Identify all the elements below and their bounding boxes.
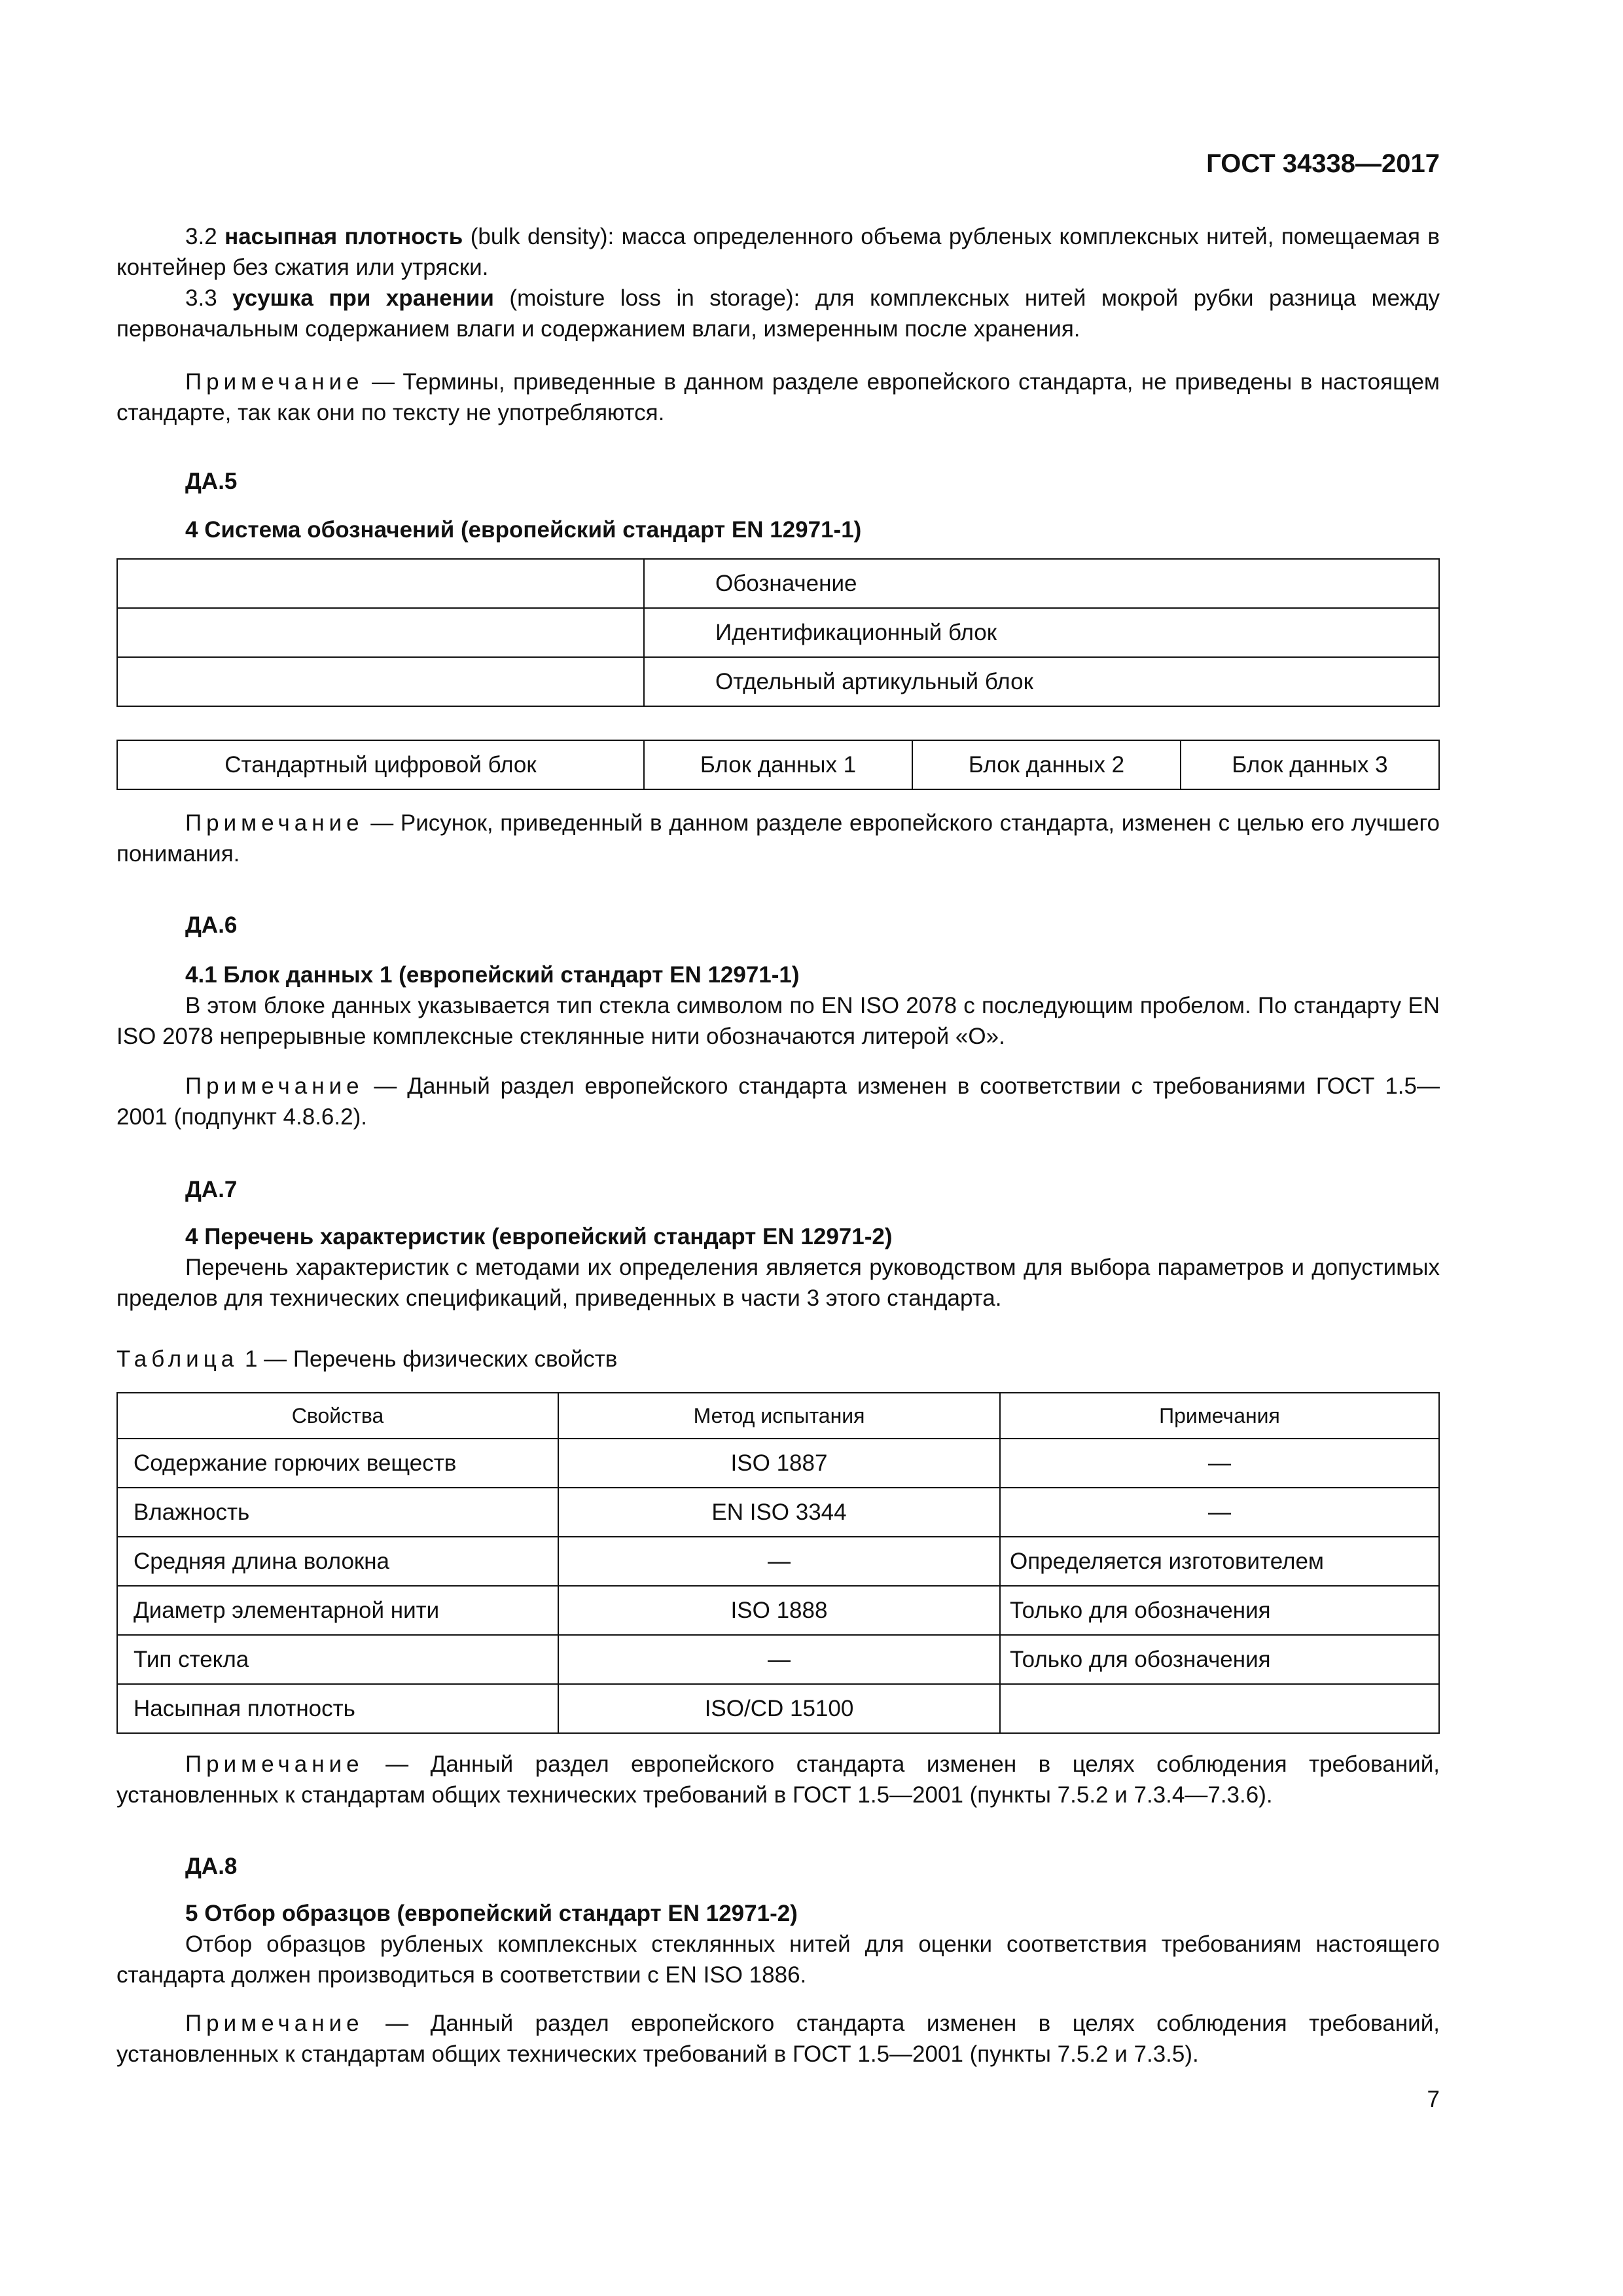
blank-cell bbox=[117, 608, 644, 657]
term-moisture-loss: усушка при хранении bbox=[232, 285, 494, 311]
table-cell: Влажность bbox=[117, 1488, 558, 1537]
table-caption: Таблица 1 — Перечень физических свойств bbox=[116, 1346, 618, 1372]
data-block-cell: Блок данных 1 bbox=[644, 740, 912, 789]
column-header: Свойства bbox=[117, 1393, 558, 1439]
column-header: Примечания bbox=[1000, 1393, 1439, 1439]
data-blocks-row bbox=[117, 740, 1439, 789]
data-block-cell: Блок данных 2 bbox=[912, 740, 1181, 789]
table-cell: — bbox=[558, 1537, 1000, 1586]
section-label: ДА.7 bbox=[185, 1177, 238, 1202]
table-cell: Содержание горючих веществ bbox=[117, 1439, 558, 1488]
designation-cell: Обозначение bbox=[644, 559, 1439, 608]
table-cell: Диаметр элементарной нити bbox=[117, 1586, 558, 1635]
section-da7 bbox=[116, 1174, 1440, 1205]
table-cell: ISO/CD 15100 bbox=[558, 1684, 1000, 1733]
section-da6-body bbox=[116, 960, 1440, 1052]
note-label: Примечание bbox=[185, 1073, 364, 1099]
term-bulk-density: насыпная плотность bbox=[224, 224, 463, 249]
table-cell: — bbox=[1000, 1439, 1439, 1488]
note-da7: Примечание — Данный раздел европейского стандарта изменен в целях соблюдения требований, установленных к стандартам общих технических требований в ГОСТ 1.5—2001 (пункты 7.5.2 и 7.3.4—7.3.6). bbox=[116, 1751, 1440, 1808]
note-da8: Примечание — Данный раздел европейского стандарта изменен в целях соблюдения требований, установленных к стандартам общих технических требований в ГОСТ 1.5—2001 (пункты 7.5.2 и 7.3.5). bbox=[116, 2011, 1440, 2067]
table-cell: Насыпная плотность bbox=[117, 1684, 558, 1733]
section-da7-body bbox=[116, 1221, 1440, 1314]
table-row bbox=[117, 1635, 1439, 1684]
table-row bbox=[117, 1488, 1439, 1537]
table-row bbox=[117, 1537, 1439, 1586]
designation-row bbox=[117, 657, 1439, 706]
table-cell: Средняя длина волокна bbox=[117, 1537, 558, 1586]
designation-cell: Идентификационный блок bbox=[644, 608, 1439, 657]
section-label: ДА.5 bbox=[185, 469, 238, 494]
page-number: 7 bbox=[1427, 2087, 1440, 2112]
section-da5 bbox=[116, 466, 1440, 497]
designation-row bbox=[117, 608, 1439, 657]
column-header: Метод испытания bbox=[558, 1393, 1000, 1439]
note-label: Примечание bbox=[185, 369, 364, 395]
section-text: Перечень характеристик с методами их определения является руководством для выбора параметров и допустимых пределов для технических спецификаций, приведенных в части 3 этого стандарта. bbox=[116, 1255, 1440, 1311]
table-row bbox=[117, 1586, 1439, 1635]
table-cell: — bbox=[1000, 1488, 1439, 1537]
table-cell bbox=[1000, 1684, 1439, 1733]
blank-cell bbox=[117, 559, 644, 608]
section-da5-heading-wrap bbox=[116, 514, 1440, 545]
section-label: ДА.8 bbox=[185, 1854, 238, 1879]
table-row bbox=[117, 1439, 1439, 1488]
section-text: Отбор образцов рубленых комплексных стеклянных нитей для оценки соответствия требованиям настоящего стандарта должен производиться в соответствии с EN ISO 1886. bbox=[116, 1931, 1440, 1988]
definition-3-3: 3.3 усушка при хранении (moisture loss in storage): для комплексных нитей мокрой рубки разница между первоначальным содержанием влаги и содержанием влаги, измеренным после хранения. bbox=[116, 285, 1440, 342]
table-header-row bbox=[117, 1393, 1439, 1439]
document-code: ГОСТ 34338—2017 bbox=[1206, 149, 1440, 178]
table-cell: EN ISO 3344 bbox=[558, 1488, 1000, 1537]
data-block-cell: Блок данных 3 bbox=[1181, 740, 1439, 789]
section-label: ДА.6 bbox=[185, 912, 238, 938]
designation-table-bottom bbox=[116, 740, 1440, 790]
note-label: Примечание bbox=[185, 2011, 364, 2036]
note-terms: Примечание — Термины, приведенные в данном разделе европейского стандарта, не приведены в настоящем стандарте, так как они по тексту не употребляются. bbox=[116, 369, 1440, 425]
table-cell: Определяется изготовителем bbox=[1000, 1537, 1439, 1586]
table-cell: Тип стекла bbox=[117, 1635, 558, 1684]
table-cell: Только для обозначения bbox=[1000, 1586, 1439, 1635]
section-heading: 4 Перечень характеристик (европейский стандарт EN 12971-2) bbox=[185, 1224, 893, 1249]
section-da8-body bbox=[116, 1898, 1440, 1990]
section-heading: 4.1 Блок данных 1 (европейский стандарт EN 12971-1) bbox=[185, 962, 800, 988]
table-cell: ISO 1887 bbox=[558, 1439, 1000, 1488]
definition-3-2: 3.2 насыпная плотность (bulk density): масса определенного объема рубленых комплексных нитей, помещаемая в контейнер без сжатия или утряски. bbox=[116, 224, 1440, 280]
note-da6: Примечание — Данный раздел европейского стандарта изменен в соответствии с требованиями ГОСТ 1.5—2001 (подпункт 4.8.6.2). bbox=[116, 1073, 1440, 1130]
section-heading: 5 Отбор образцов (европейский стандарт EN 12971-2) bbox=[185, 1901, 798, 1926]
section-da6 bbox=[116, 910, 1440, 941]
blank-cell bbox=[117, 657, 644, 706]
section-text: В этом блоке данных указывается тип стекла символом по EN ISO 2078 с последующим пробелом. По стандарту EN ISO 2078 непрерывные комплексные стеклянные нити обозначаются литерой «О». bbox=[116, 993, 1440, 1049]
note-label: Примечание bbox=[185, 1751, 364, 1777]
designation-cell: Отдельный артикульный блок bbox=[644, 657, 1439, 706]
table-cell: Только для обозначения bbox=[1000, 1635, 1439, 1684]
table-cell: — bbox=[558, 1635, 1000, 1684]
table-caption-word: Таблица bbox=[116, 1346, 239, 1372]
section-heading: 4 Система обозначений (европейский стандарт EN 12971-1) bbox=[185, 517, 862, 543]
section-da8 bbox=[116, 1851, 1440, 1882]
designation-row bbox=[117, 559, 1439, 608]
properties-table bbox=[116, 1392, 1440, 1734]
designation-table-top bbox=[116, 558, 1440, 707]
note-label: Примечание bbox=[185, 810, 364, 836]
note-figure: Примечание — Рисунок, приведенный в данном разделе европейского стандарта, изменен с целью его лучшего понимания. bbox=[116, 810, 1440, 867]
table-cell: ISO 1888 bbox=[558, 1586, 1000, 1635]
definitions-block bbox=[116, 221, 1440, 344]
data-block-cell: Стандартный цифровой блок bbox=[117, 740, 644, 789]
table-row bbox=[117, 1684, 1439, 1733]
